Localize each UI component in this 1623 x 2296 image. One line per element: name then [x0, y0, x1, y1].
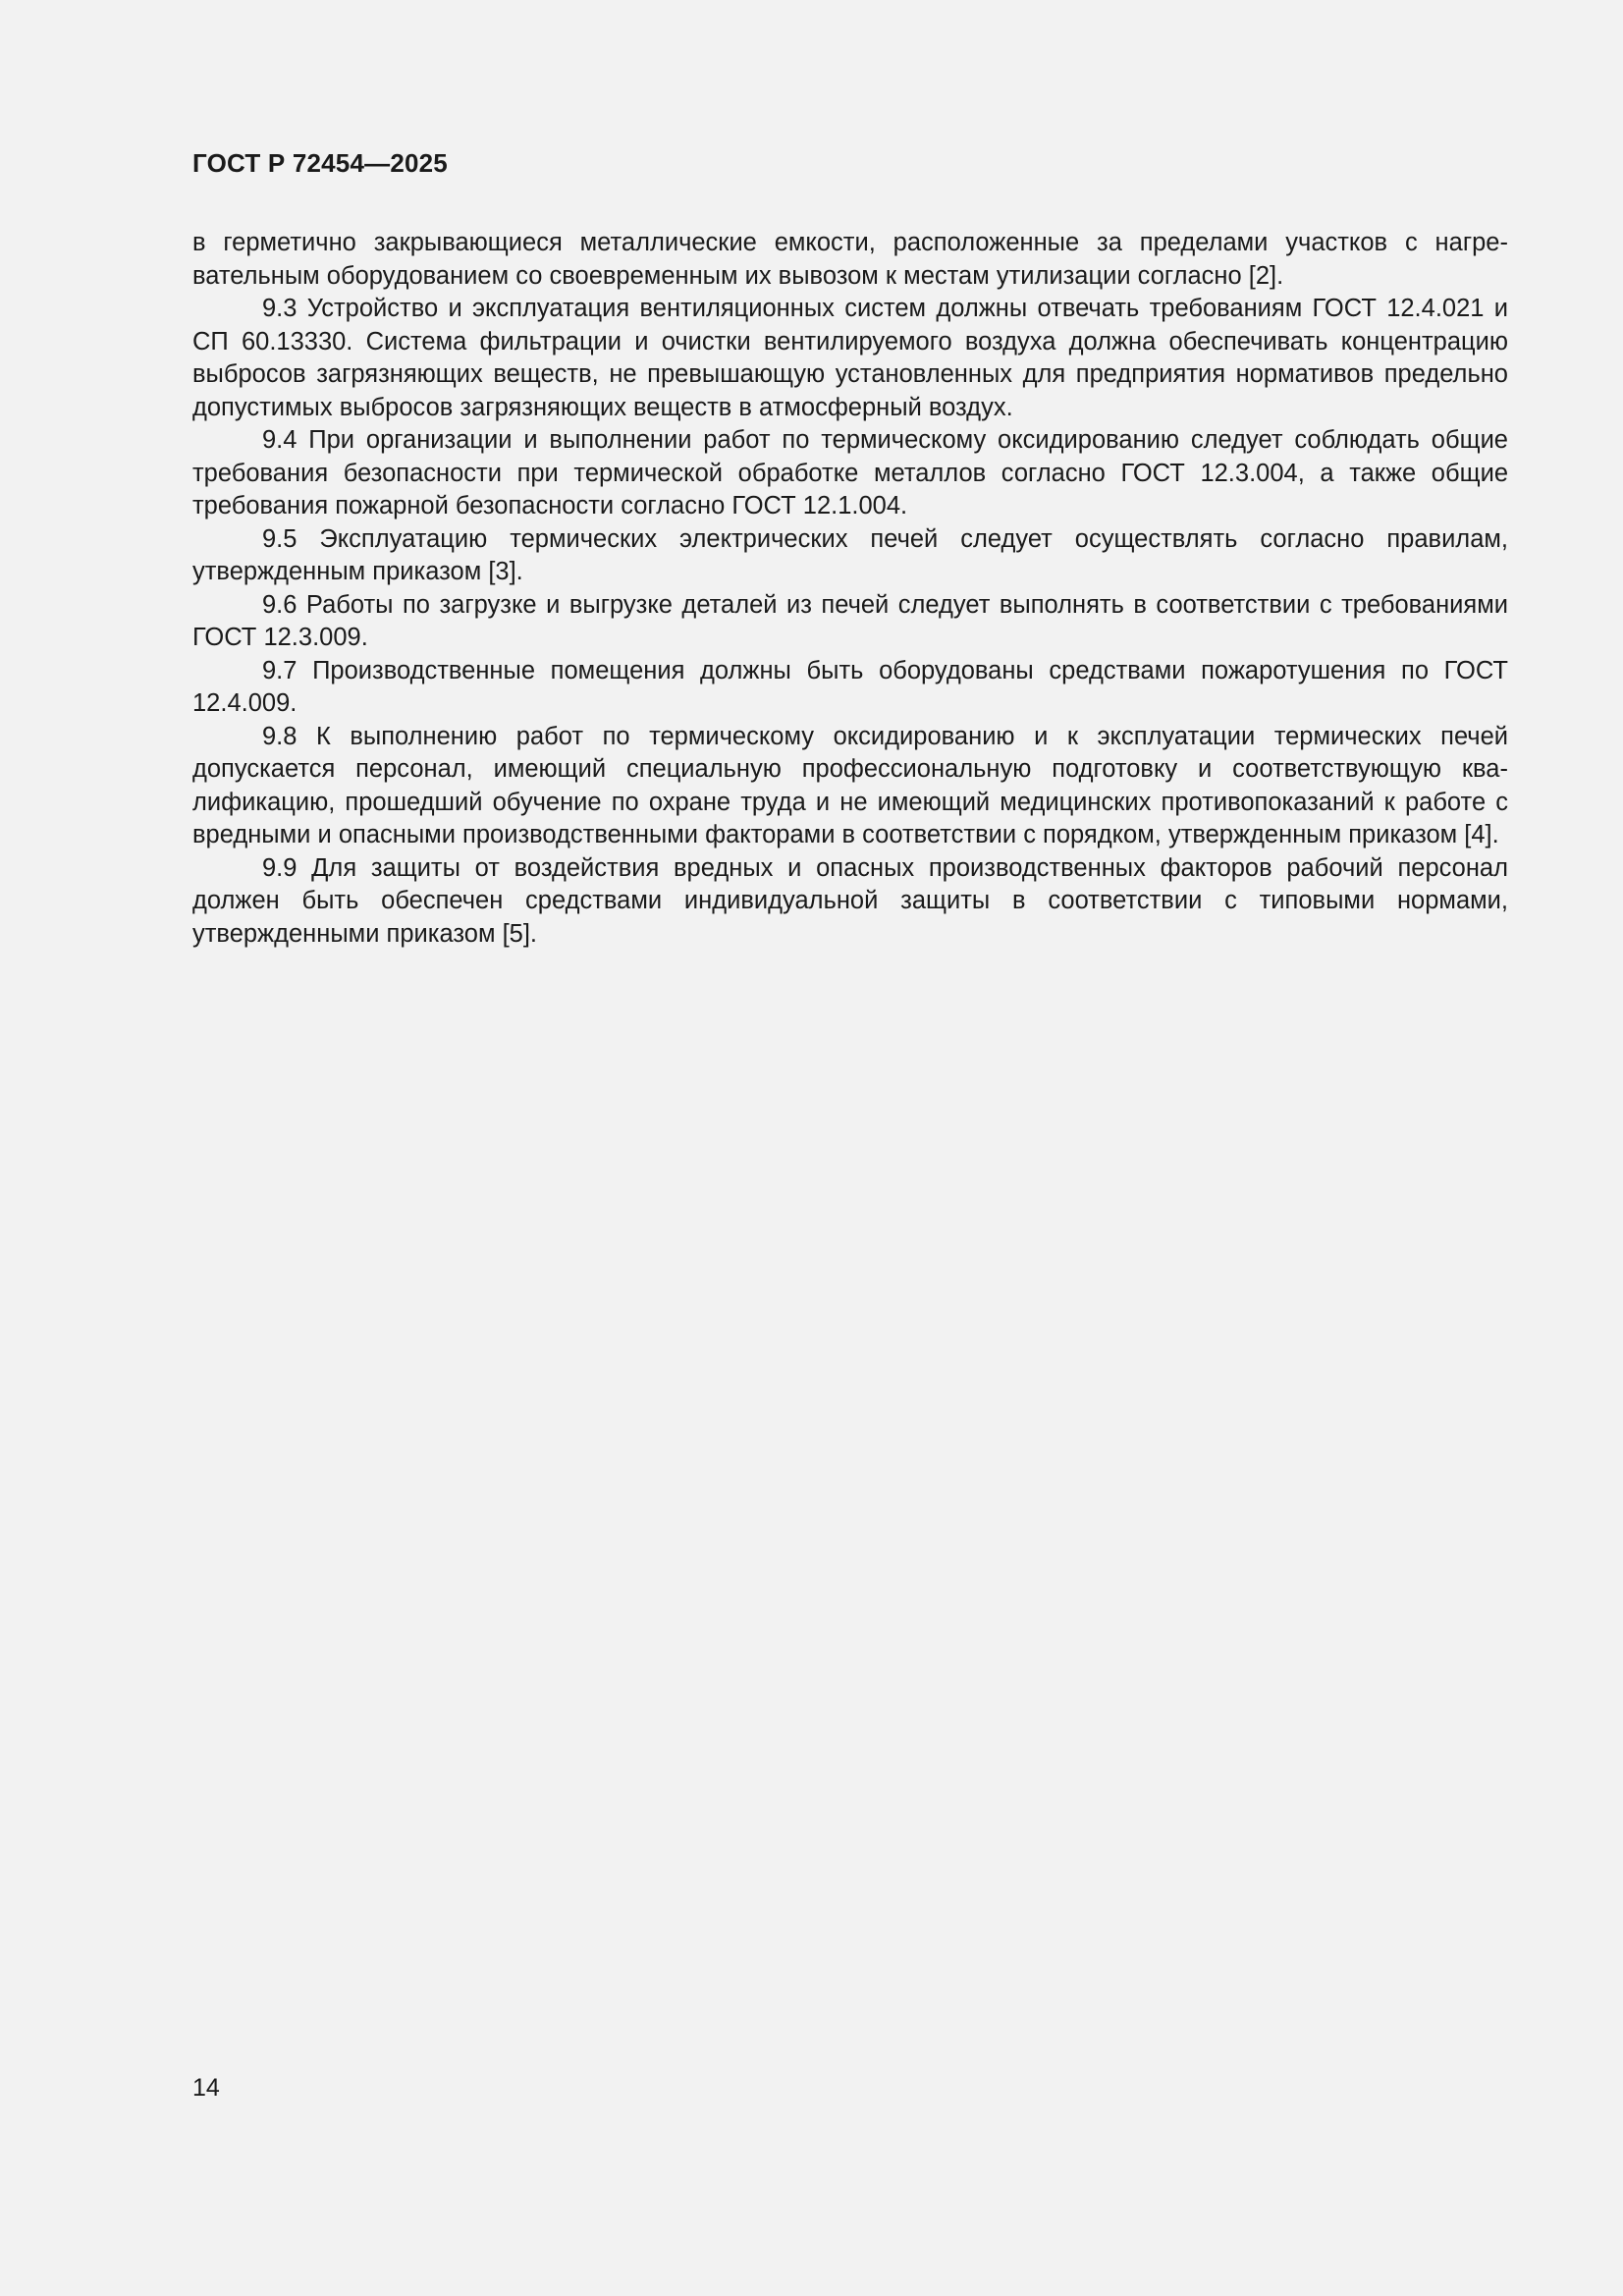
- paragraph-9-8: 9.8 К выполнению работ по термическому оксидированию и к эксплуатации термических печей допускается персонал, имеющий специальную профессиональную подготовку и соответствующую квалификацию, прошедший обучение по охране труда и не имеющий медицинских противопоказаний к работе с вредными и опасными производственными факторами в соответствии с порядком, утвержденным приказом [4].: [192, 722, 1508, 848]
- document-body: [192, 227, 1508, 951]
- paragraph-9-4: 9.4 При организации и выполнении работ по термическому оксидированию следует соблюдать общие требования безопасности при термической обработке металлов согласно ГОСТ 12.3.004, а также общие требования пожарной безопасности согласно ГОСТ 12.1.004.: [192, 426, 1508, 519]
- paragraph-9-3: 9.3 Устройство и эксплуатация вентиляционных систем должны отвечать требованиям ГОСТ 12.4.021 и СП 60.13330. Система фильтрации и очистки вентилируемого воздуха должна обеспечивать концентрацию выбросов загрязняющих веществ, не превышающую установленных для предприятия нормативов предельно допустимых выбросов загрязняющих веществ в атмосферный воздух.: [192, 295, 1508, 421]
- paragraph-9-9: 9.9 Для защиты от воздействия вредных и опасных производственных факторов рабочий персонал должен быть обеспечен средствами индивидуальной защиты в соответствии с типовыми нормами, утвержденными приказом [5].: [192, 853, 1508, 948]
- paragraph-continuation: в герметично закрывающиеся металлические емкости, расположенные за пределами участков с нагревательным оборудованием со своевременным их вывозом к местам утилизации согласно [2].: [192, 229, 1508, 290]
- paragraph-9-7: 9.7 Производственные помещения должны быть оборудованы средствами пожаротушения по ГОСТ 12.4.009.: [192, 656, 1508, 717]
- page-number: 14: [192, 2074, 220, 2102]
- paragraph-9-5: 9.5 Эксплуатацию термических электрических печей следует осуществлять согласно правилам, утвержденным приказом [3].: [192, 524, 1508, 585]
- document-code-header: ГОСТ Р 72454—2025: [192, 148, 448, 178]
- paragraph-9-6: 9.6 Работы по загрузке и выгрузке деталей из печей следует выполнять в соответствии с требованиями ГОСТ 12.3.009.: [192, 590, 1508, 651]
